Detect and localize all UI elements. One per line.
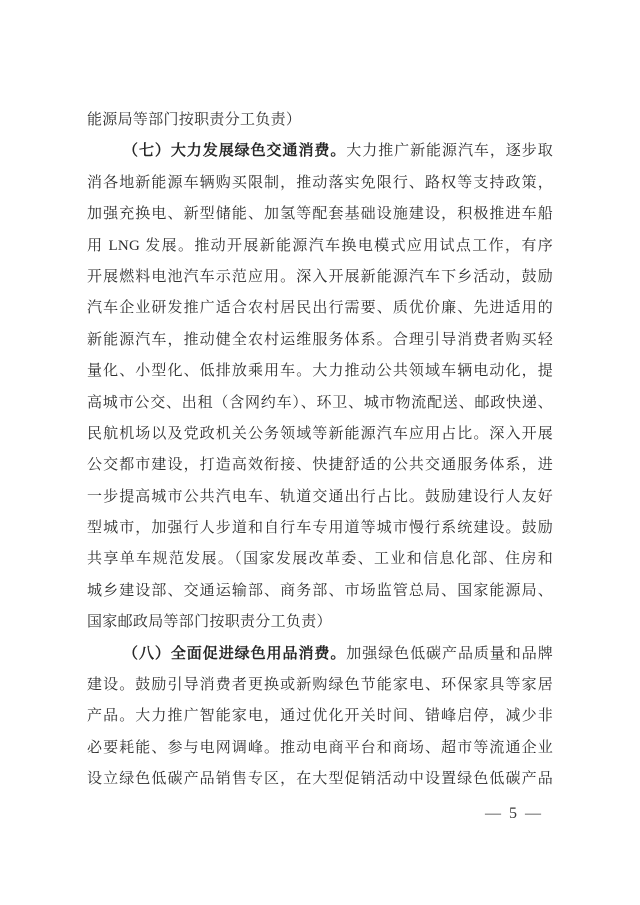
line-text: 产品。大力推广智能家电，通过优化开关时间、错峰启停，减少非 xyxy=(87,708,553,725)
text-line xyxy=(87,607,553,638)
text-line xyxy=(87,544,553,575)
text-line xyxy=(87,576,553,607)
line-text: 加强充换电、新型储能、加氢等配套基础设施建设，积极推进车船 xyxy=(87,206,553,223)
text-line xyxy=(87,733,553,764)
text-line xyxy=(87,105,553,136)
line-text: 国家邮政局等部门按职责分工负责） xyxy=(87,614,332,631)
line-text: 设立绿色低碳产品销售专区，在大型促销活动中设置绿色低碳产品 xyxy=(87,771,553,788)
text-line xyxy=(87,513,553,544)
text-line xyxy=(87,231,553,262)
line-text: 新能源汽车，推动健全农村运维服务体系。合理引导消费者购买轻 xyxy=(87,331,553,348)
line-text: 用 LNG 发展。推动开展新能源汽车换电模式应用试点工作，有序 xyxy=(87,237,553,254)
line-text: 加强绿色低碳产品质量和品牌 xyxy=(346,645,553,662)
text-line xyxy=(87,136,553,167)
section-heading: （八）全面促进绿色用品消费。 xyxy=(123,645,347,662)
text-line xyxy=(87,419,553,450)
text-line xyxy=(87,639,553,670)
text-line xyxy=(87,388,553,419)
page-number: — 5 — xyxy=(485,805,543,822)
line-text: 建设。鼓励引导消费者更换或新购绿色节能家电、环保家具等家居 xyxy=(87,677,553,694)
text-line xyxy=(87,325,553,356)
line-text: 消各地新能源车辆购买限制，推动落实免限行、路权等支持政策， xyxy=(87,174,553,191)
line-text: 共享单车规范发展。（国家发展改革委、工业和信息化部、住房和 xyxy=(87,551,553,568)
text-line xyxy=(87,168,553,199)
line-text: 城乡建设部、交通运输部、商务部、市场监管总局、国家能源局、 xyxy=(87,582,553,599)
text-line xyxy=(87,199,553,230)
section-heading: （七）大力发展绿色交通消费。 xyxy=(123,143,347,160)
text-line xyxy=(87,293,553,324)
line-text: 高城市公交、出租（含网约车）、环卫、城市物流配送、邮政快递、 xyxy=(87,394,553,411)
text-line xyxy=(87,450,553,481)
line-text: 公交都市建设，打造高效衔接、快捷舒适的公共交通服务体系，进 xyxy=(87,457,553,474)
line-text: 汽车企业研发推广适合农村居民出行需要、质优价廉、先进适用的 xyxy=(87,300,553,317)
line-text: 能源局等部门按职责分工负责） xyxy=(87,112,302,128)
text-line xyxy=(87,764,553,795)
line-text: 开展燃料电池汽车示范应用。深入开展新能源汽车下乡活动，鼓励 xyxy=(87,268,553,285)
line-text: 型城市，加强行人步道和自行车专用道等城市慢行系统建设。鼓励 xyxy=(87,520,553,537)
line-text: 民航机场以及党政机关公务领域等新能源汽车应用占比。深入开展 xyxy=(87,425,553,442)
line-text: 大力推广新能源汽车，逐步取 xyxy=(346,143,553,160)
text-line xyxy=(87,670,553,701)
text-line xyxy=(87,482,553,513)
text-line xyxy=(87,701,553,732)
document-body xyxy=(87,105,553,796)
text-line xyxy=(87,356,553,387)
line-text: 量化、小型化、低排放乘用车。大力推动公共领域车辆电动化，提 xyxy=(87,363,553,380)
line-text: 必要耗能、参与电网调峰。推动电商平台和商场、超市等流通企业 xyxy=(87,739,553,756)
text-line xyxy=(87,262,553,293)
line-text: 一步提高城市公共汽电车、轨道交通出行占比。鼓励建设行人友好 xyxy=(87,488,553,505)
